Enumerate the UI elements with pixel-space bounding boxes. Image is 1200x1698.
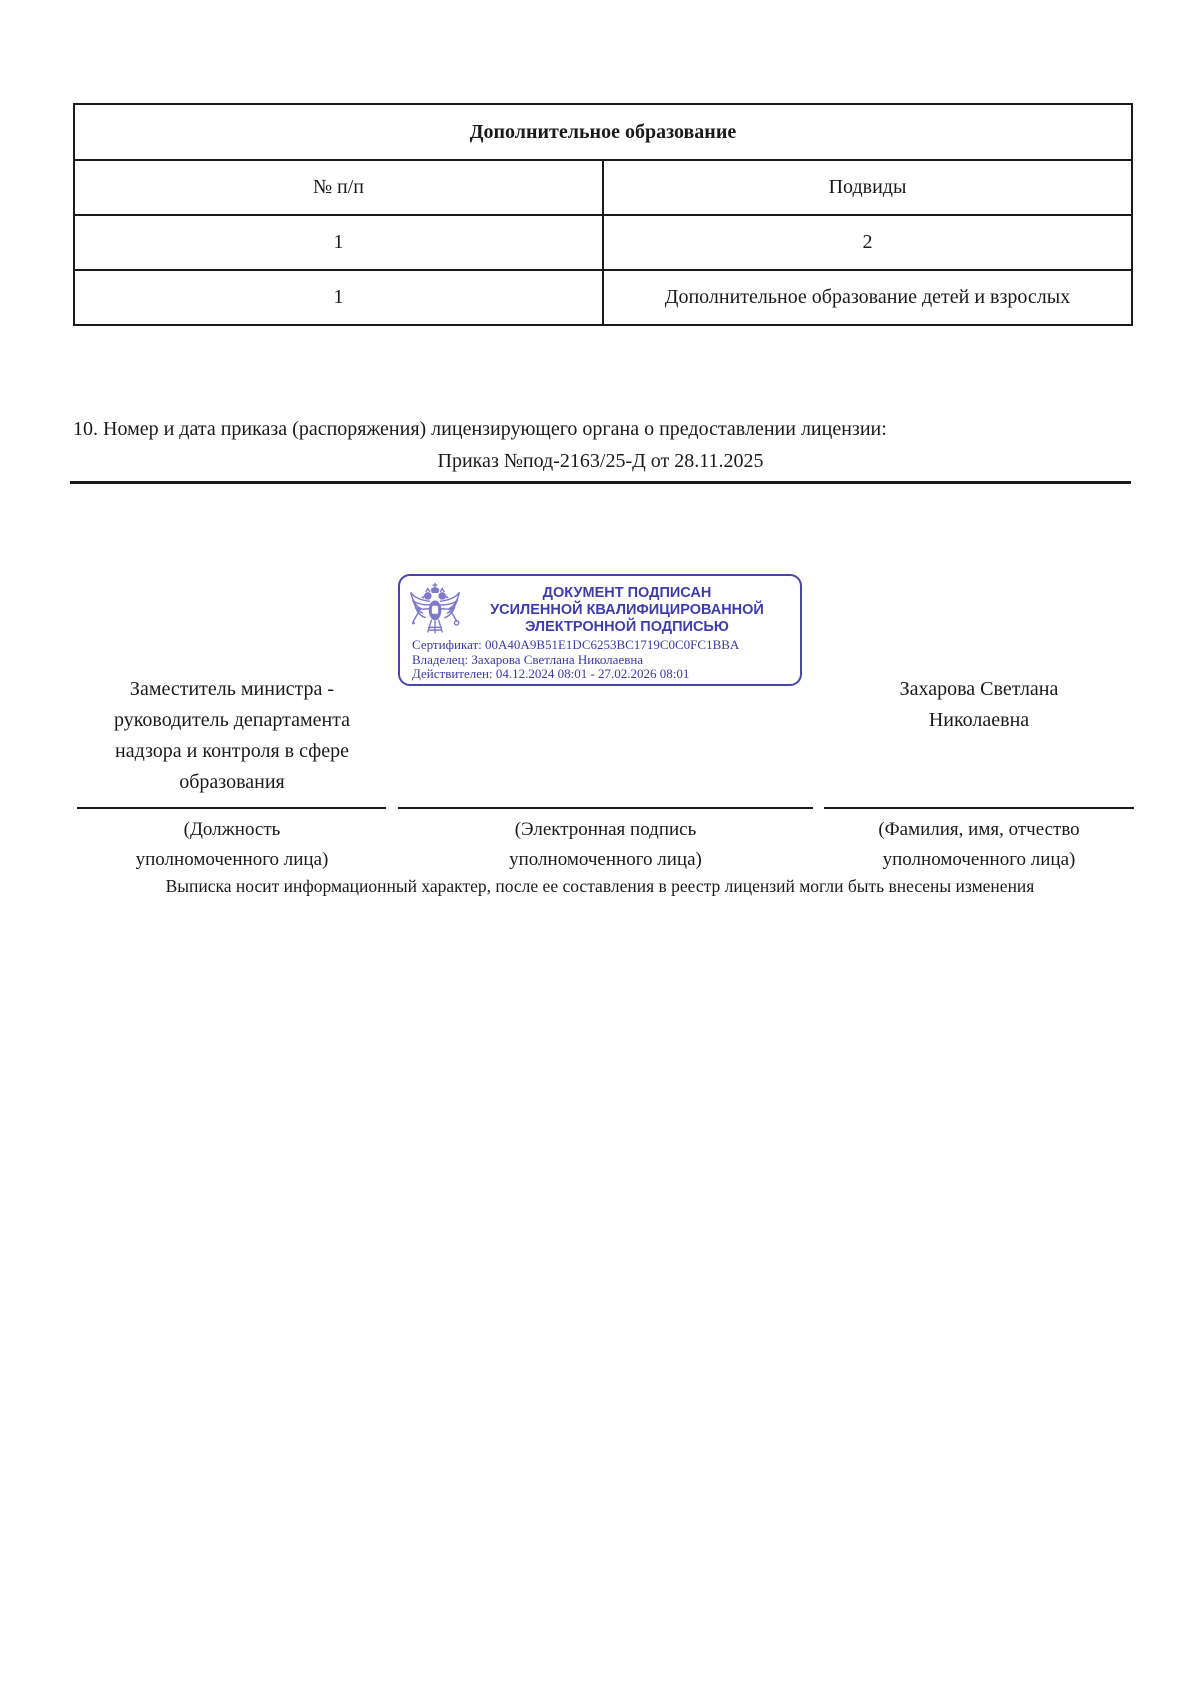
caption-position [72, 815, 392, 875]
stamp-owner: Владелец: Захарова Светлана Николаевна [412, 651, 644, 667]
esignature-stamp [398, 574, 802, 686]
signatory-name [824, 674, 1134, 736]
table-title: Дополнительное образование [74, 104, 1132, 160]
row-num: 1 [74, 270, 603, 325]
caption-line: (Электронная подпись [514, 819, 697, 840]
order-number-value: Приказ №под-2163/25-Д от 28.11.2025 [437, 450, 764, 472]
table-row [74, 270, 1132, 325]
position-line: Заместитель министра - [129, 678, 335, 700]
stamp-title-line2: УСИЛЕННОЙ КВАЛИФИЦИРОВАННОЙ [490, 602, 764, 618]
caption-line: (Фамилия, имя, отчество [878, 819, 1080, 840]
signature-line-esign [398, 807, 813, 809]
clause-10-label: 10. Номер и дата приказа (распоряжения) лицензирующего органа о предоставлении лицензии: [73, 418, 887, 440]
row-value: Дополнительное образование детей и взрослых [603, 270, 1132, 325]
table-header-row [74, 160, 1132, 215]
coat-of-arms-icon [408, 581, 462, 645]
caption-name [814, 815, 1144, 875]
column-header-subtypes: Подвиды [603, 160, 1132, 215]
caption-esign [398, 815, 813, 875]
table-title-row [74, 104, 1132, 160]
stamp-title [458, 585, 796, 636]
stamp-certificate: Сертификат: 00A40A9B51E1DC6253BC1719C0C0FC1BBA [412, 637, 740, 652]
stamp-title-line3: ЭЛЕКТРОННОЙ ПОДПИСЬЮ [525, 619, 729, 635]
stamp-fields [412, 638, 796, 682]
caption-line: уполномоченного лица) [882, 849, 1076, 870]
stamp-validity: Действителен: 04.12.2024 08:01 - 27.02.2026 08:01 [412, 666, 690, 681]
order-underline [70, 481, 1131, 484]
supplementary-education-table [73, 103, 1133, 326]
position-line: образования [179, 771, 285, 793]
column-header-num: № п/п [74, 160, 603, 215]
name-line: Захарова Светлана [899, 678, 1059, 700]
name-line: Николаевна [928, 709, 1030, 731]
position-line: руководитель департамента [113, 709, 351, 731]
caption-line: (Должность [183, 819, 281, 840]
subheader-value: 2 [603, 215, 1132, 270]
position-line: надзора и контроля в сфере [115, 740, 349, 762]
signatory-position [77, 674, 387, 798]
caption-line: уполномоченного лица) [509, 849, 702, 870]
signature-line-name [824, 807, 1134, 809]
stamp-title-line1: ДОКУМЕНТ ПОДПИСАН [542, 585, 712, 601]
table-subheader-row [74, 215, 1132, 270]
subheader-num: 1 [74, 215, 603, 270]
signature-line-position [77, 807, 386, 809]
caption-line: уполномоченного лица) [135, 849, 329, 870]
informational-note: Выписка носит информационный характер, после ее составления в реестр лицензий могли быть внесены изменения [165, 876, 1035, 896]
